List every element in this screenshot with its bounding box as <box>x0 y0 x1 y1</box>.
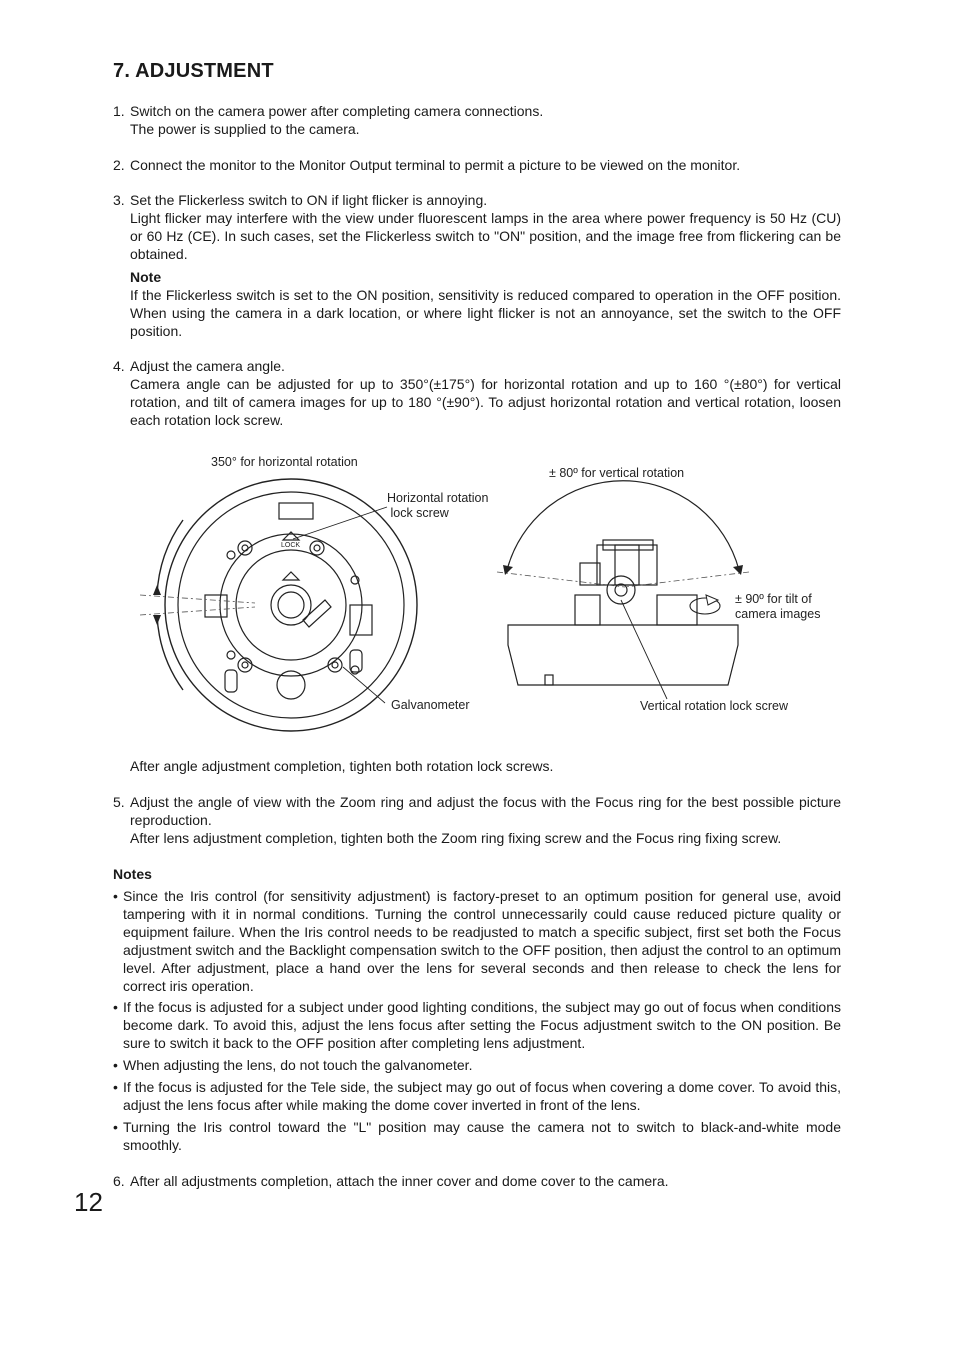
note-item-text: If the focus is adjusted for the Tele side, the subject may go out of focus when covering a dome cover. To avoid this, adjust the lens focus after while making the dome cover inverted in front of the lens. <box>123 1079 841 1113</box>
step-3 <box>113 191 841 340</box>
vertical-lock-label: Vertical rotation lock screw <box>640 699 788 713</box>
note-item-text: If the focus is adjusted for a subject under good lighting conditions, the subject may go out of focus when conditions become dark. To avoid this, adjust the lens focus after setting the Focus adjustment switch to the ON position. Be sure to switch it back to the OFF position after completing lens adjustment. <box>123 999 841 1051</box>
galvanometer-label: Galvanometer <box>391 698 470 712</box>
step-1-line1: Switch on the camera power after completing camera connections. <box>130 103 544 119</box>
step-5-line1: Adjust the angle of view with the Zoom ring and adjust the focus with the Focus ring for the best possible picture reproduction. <box>130 794 841 828</box>
step-4-body: Camera angle can be adjusted for up to 350°(±175°) for horizontal rotation and up to 160 °(±80°) for vertical rotation, and tilt of camera images for up to 180 °(±90°). To adjust horizontal rotation and vertical rotation, loosen each rotation lock screw. <box>130 376 841 428</box>
page-number: 12 <box>74 1187 103 1217</box>
step-number: 4. <box>113 358 125 374</box>
note-item <box>113 998 841 1052</box>
step-2-line1: Connect the monitor to the Monitor Output terminal to permit a picture to be viewed on the monitor. <box>130 157 741 173</box>
step-4-after: After angle adjustment completion, tighten both rotation lock screws. <box>130 758 554 774</box>
bullet: • <box>113 888 118 904</box>
lock-plate <box>279 503 313 519</box>
bullet: • <box>113 1119 118 1135</box>
step-6-line1: After all adjustments completion, attach the inner cover and dome cover to the camera. <box>130 1173 669 1189</box>
step-number: 5. <box>113 794 125 810</box>
step-number: 1. <box>113 103 125 119</box>
horizontal-rotation-label: 350° for horizontal rotation <box>211 455 358 469</box>
tilt-label-2: camera images <box>735 607 821 621</box>
base-housing <box>508 625 738 685</box>
note-item <box>113 1056 841 1074</box>
step-5-line2: After lens adjustment completion, tighten both the Zoom ring fixing screw and the Focus ring fixing screw. <box>130 830 782 846</box>
step-number: 6. <box>113 1173 125 1189</box>
outer-ring <box>165 479 417 731</box>
vertical-rotation-label: ± 80º for vertical rotation <box>549 466 685 480</box>
tilt-label-1: ± 90º for tilt of <box>735 592 812 606</box>
step-number: 2. <box>113 157 125 173</box>
step-2 <box>113 156 841 174</box>
bullet: • <box>113 1079 118 1095</box>
step-4-line1: Adjust the camera angle. <box>130 358 285 374</box>
horizontal-lock-label-2: lock screw <box>387 506 449 520</box>
step-4 <box>113 357 841 429</box>
note-item <box>113 1118 841 1154</box>
step-number: 3. <box>113 192 125 208</box>
note-heading: Note <box>130 269 162 285</box>
step-6 <box>113 1172 841 1190</box>
note-item-text: Since the Iris control (for sensitivity adjustment) is factory-preset to an optimum position for general use, avoid tampering with it in normal conditions. Turning the control unnecessarily could cause reduced picture quality or equipment failure. When the Iris control needs to be readjusted to match a specific subject, first set both the Focus adjustment switch and the Backlight compensation switch to the OFF position, then adjust the control to an optimum level. After adjustment, place a hand over the lens for several seconds and then release to check the lens for correct iris operation. <box>123 888 841 994</box>
mount-ring <box>220 534 362 676</box>
horizontal-lock-label-1: Horizontal rotation <box>387 491 489 505</box>
step-5 <box>113 793 841 847</box>
note-item <box>113 1078 841 1114</box>
vertical-arc <box>507 481 739 570</box>
note-text: If the Flickerless switch is set to the ON position, sensitivity is reduced compared to operation in the OFF position. When using the camera in a dark location, or where light flicker is not an annoyance, set the switch to the OFF position. <box>130 287 841 339</box>
note-item-text: Turning the Iris control toward the "L" position may cause the camera not to switch to black-and-white mode smoothly. <box>123 1119 841 1153</box>
notes-heading: Notes <box>113 866 152 882</box>
bullet: • <box>113 999 118 1015</box>
step-3-body: Light flicker may interfere with the view under fluorescent lamps in the area where power frequency is 50 Hz (CU) or 60 Hz (CE). In such cases, set the Flickerless switch to "ON" position, and the image free from flickering can be obtained. <box>130 210 841 262</box>
step-1 <box>113 102 841 138</box>
lock-text: LOCK <box>281 542 301 549</box>
page-title: 7. ADJUSTMENT <box>113 60 274 82</box>
bullet: • <box>113 1057 118 1073</box>
note-item <box>113 887 841 995</box>
step-3-line1: Set the Flickerless switch to ON if light flicker is annoying. <box>130 192 488 208</box>
note-item-text: When adjusting the lens, do not touch the galvanometer. <box>123 1057 473 1073</box>
step-1-line2: The power is supplied to the camera. <box>130 121 360 137</box>
